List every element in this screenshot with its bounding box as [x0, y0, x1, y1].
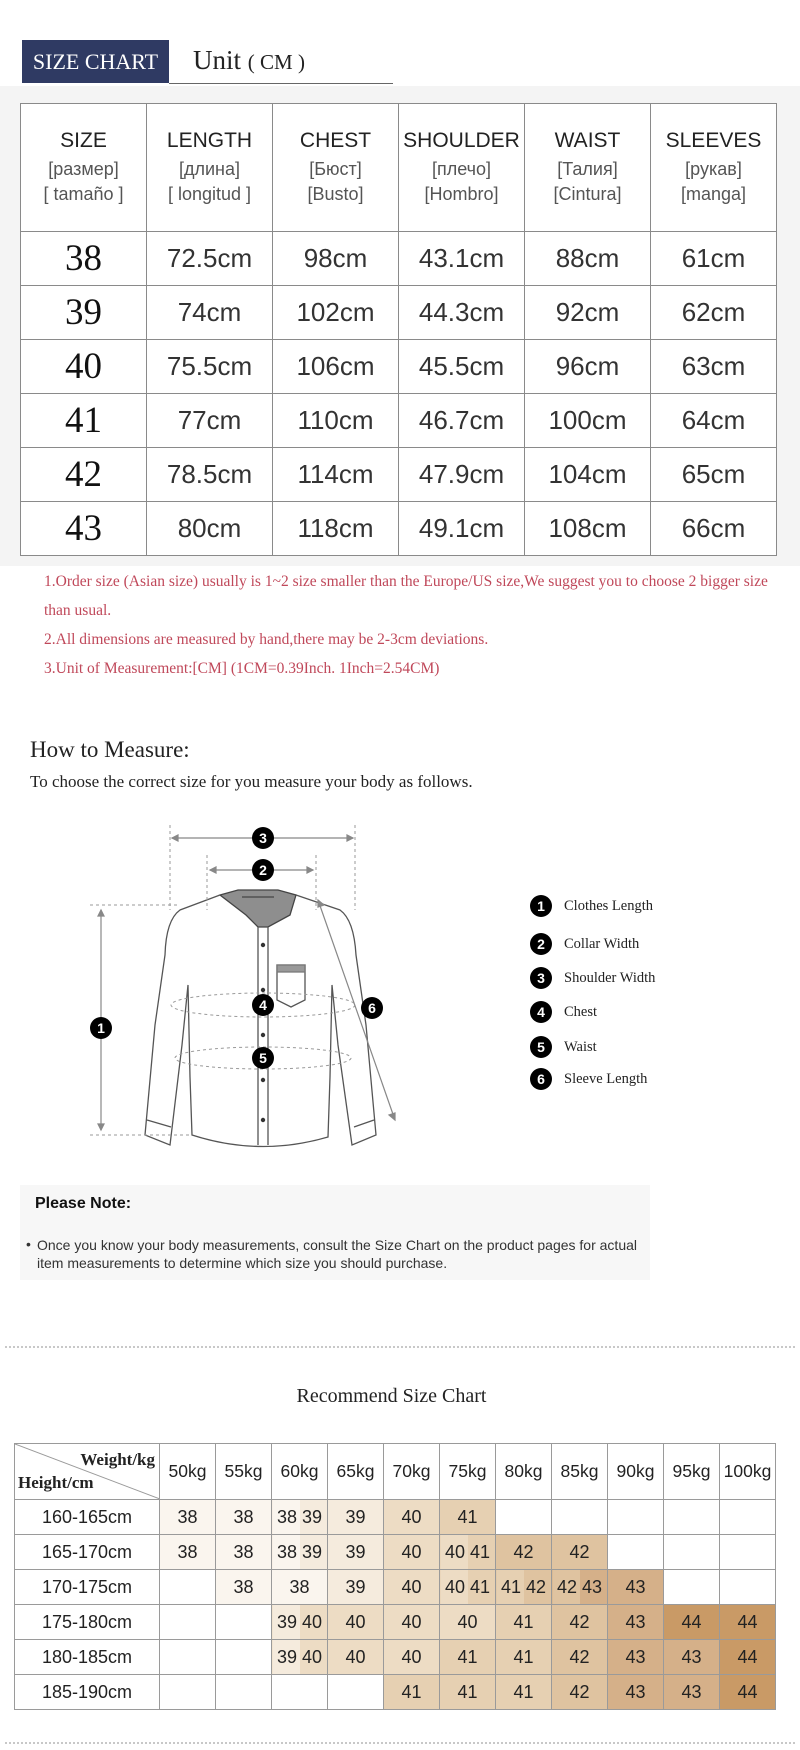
size-chart-badge: SIZE CHART	[22, 40, 169, 83]
recommend-cell: 41	[496, 1605, 552, 1640]
height-range: 175-180cm	[15, 1605, 160, 1640]
weight-header: 90kg	[608, 1444, 664, 1500]
unit-paren: ( CM )	[247, 50, 305, 74]
recommend-cell: 38	[216, 1500, 272, 1535]
legend-label: Sleeve Length	[564, 1070, 648, 1087]
divider-dotted	[5, 1346, 795, 1348]
recommend-cell: 40 41	[440, 1570, 496, 1605]
unit-label	[193, 40, 305, 82]
recommend-cell: 44	[720, 1675, 776, 1710]
header-underline	[169, 83, 393, 84]
weight-header: 95kg	[664, 1444, 720, 1500]
cell-size: 40	[21, 340, 147, 394]
recommend-cell: 43	[608, 1570, 664, 1605]
recommend-cell: 40	[328, 1640, 384, 1675]
cell-shoulder: 43.1cm	[399, 232, 525, 286]
recommend-cell: 43	[608, 1605, 664, 1640]
cell-chest: 118cm	[273, 502, 399, 556]
recommend-cell: 39 40	[272, 1640, 328, 1675]
size-row	[21, 340, 777, 394]
recommend-cell: 43	[664, 1640, 720, 1675]
recommend-cell: 43	[664, 1675, 720, 1710]
please-note-text: Once you know your body measurements, consult the Size Chart on the product pages for actual item measurements to determine which size you should purchase.	[37, 1237, 637, 1271]
how-to-measure-title: How to Measure:	[30, 737, 190, 762]
weight-header: 70kg	[384, 1444, 440, 1500]
cell-size: 38	[21, 232, 147, 286]
recommend-row	[15, 1640, 776, 1675]
height-range: 185-190cm	[15, 1675, 160, 1710]
recommend-cell	[160, 1605, 216, 1640]
shirt-measure-diagram	[70, 815, 470, 1170]
recommend-cell: 39	[328, 1570, 384, 1605]
cell-waist: 108cm	[525, 502, 651, 556]
recommend-cell	[216, 1640, 272, 1675]
diagram-marker-1: 1	[97, 1020, 105, 1036]
cell-waist: 96cm	[525, 340, 651, 394]
legend-item-collar-width	[530, 933, 639, 957]
size-row	[21, 232, 777, 286]
weight-header: 75kg	[440, 1444, 496, 1500]
size-row	[21, 286, 777, 340]
cell-sleeves: 63cm	[651, 340, 777, 394]
recommend-cell: 42	[552, 1605, 608, 1640]
cell-sleeves: 64cm	[651, 394, 777, 448]
cell-shoulder: 46.7cm	[399, 394, 525, 448]
size-notes	[44, 567, 784, 683]
recommend-cell: 44	[720, 1640, 776, 1675]
recommend-cell: 43	[608, 1675, 664, 1710]
recommend-cell	[720, 1570, 776, 1605]
recommend-cell: 41	[496, 1675, 552, 1710]
diagram-marker-5: 5	[259, 1050, 267, 1066]
recommend-cell: 41	[440, 1640, 496, 1675]
size-row	[21, 502, 777, 556]
cell-length: 72.5cm	[147, 232, 273, 286]
cell-waist: 104cm	[525, 448, 651, 502]
recommend-cell: 42	[552, 1535, 608, 1570]
cell-waist: 92cm	[525, 286, 651, 340]
height-range: 180-185cm	[15, 1640, 160, 1675]
recommend-cell	[608, 1500, 664, 1535]
recommend-size-table	[14, 1443, 776, 1710]
legend-label: Collar Width	[564, 935, 640, 952]
recommend-cell: 40 41	[440, 1535, 496, 1570]
height-range: 165-170cm	[15, 1535, 160, 1570]
recommend-cell: 38 39	[272, 1535, 328, 1570]
cell-chest: 110cm	[273, 394, 399, 448]
recommend-cell	[160, 1640, 216, 1675]
cell-length: 80cm	[147, 502, 273, 556]
cell-sleeves: 65cm	[651, 448, 777, 502]
height-range: 160-165cm	[15, 1500, 160, 1535]
recommend-cell: 42	[552, 1675, 608, 1710]
recommend-cell: 42	[552, 1640, 608, 1675]
diagram-marker-2: 2	[259, 862, 267, 878]
weight-header: 60kg	[272, 1444, 328, 1500]
note-1: 1.Order size (Asian size) usually is 1~2 size smaller than the Europe/US size,We suggest you to choose 2 bigger size than usual.	[44, 573, 768, 619]
cell-shoulder: 47.9cm	[399, 448, 525, 502]
legend-item-shoulder-width	[530, 967, 655, 991]
cell-chest: 106cm	[273, 340, 399, 394]
cell-sleeves: 66cm	[651, 502, 777, 556]
recommend-row	[15, 1500, 776, 1535]
weight-header: 80kg	[496, 1444, 552, 1500]
height-range: 170-175cm	[15, 1570, 160, 1605]
recommend-cell: 42 43	[552, 1570, 608, 1605]
recommend-cell: 42	[496, 1535, 552, 1570]
recommend-title: Recommend Size Chart	[296, 1385, 487, 1407]
cell-chest: 98cm	[273, 232, 399, 286]
header-sleeves: SLEEVES [рукав] [manga]	[651, 104, 777, 232]
cell-length: 75.5cm	[147, 340, 273, 394]
cell-length: 74cm	[147, 286, 273, 340]
cell-size: 41	[21, 394, 147, 448]
recommend-cell: 44	[664, 1605, 720, 1640]
legend-label: Waist	[564, 1038, 597, 1055]
cell-chest: 102cm	[273, 286, 399, 340]
recommend-cell: 43	[608, 1640, 664, 1675]
legend-label: Chest	[564, 1003, 598, 1020]
recommend-cell	[496, 1500, 552, 1535]
recommend-row	[15, 1605, 776, 1640]
weight-header: 65kg	[328, 1444, 384, 1500]
recommend-cell	[552, 1500, 608, 1535]
size-table-body	[21, 232, 777, 556]
legend-label: Clothes Length	[564, 897, 654, 914]
diagram-marker-3: 3	[259, 830, 267, 846]
cell-waist: 88cm	[525, 232, 651, 286]
weight-header: 85kg	[552, 1444, 608, 1500]
recommend-cell	[664, 1535, 720, 1570]
header-size: SIZE [размер] [ tamaño ]	[21, 104, 147, 232]
recommend-cell: 39 40	[272, 1605, 328, 1640]
cell-chest: 114cm	[273, 448, 399, 502]
recommend-cell	[328, 1675, 384, 1710]
legend-number-2: 2	[530, 933, 552, 955]
legend-label: Shoulder Width	[564, 969, 656, 986]
please-note-title: Please Note:	[35, 1195, 132, 1212]
legend-number-1: 1	[530, 895, 552, 917]
size-row	[21, 448, 777, 502]
recommend-cell	[160, 1570, 216, 1605]
table-corner	[15, 1444, 160, 1500]
recommend-cell: 40	[440, 1605, 496, 1640]
legend-number-5: 5	[530, 1036, 552, 1058]
header-waist: WAIST [Талия] [Cintura]	[525, 104, 651, 232]
size-table-header-row	[21, 104, 777, 232]
how-to-measure-subtitle: To choose the correct size for you measure your body as follows.	[30, 772, 473, 791]
recommend-header-row	[15, 1444, 776, 1500]
header-length: LENGTH [длина] [ longitud ]	[147, 104, 273, 232]
recommend-cell: 40	[384, 1535, 440, 1570]
divider-dotted-bottom	[5, 1742, 795, 1744]
height-axis-label: Height/cm	[18, 1473, 94, 1492]
cell-waist: 100cm	[525, 394, 651, 448]
recommend-cell: 39	[328, 1535, 384, 1570]
recommend-cell: 38	[160, 1535, 216, 1570]
recommend-cell: 40	[328, 1605, 384, 1640]
recommend-cell: 40	[384, 1605, 440, 1640]
recommend-cell	[216, 1605, 272, 1640]
cell-size: 42	[21, 448, 147, 502]
please-note-bullet: •	[26, 1236, 31, 1252]
cell-shoulder: 44.3cm	[399, 286, 525, 340]
cell-sleeves: 62cm	[651, 286, 777, 340]
legend-item-sleeve-length	[530, 1068, 647, 1092]
diagram-marker-6: 6	[368, 1000, 376, 1016]
recommend-cell	[664, 1570, 720, 1605]
recommend-row	[15, 1570, 776, 1605]
weight-header: 50kg	[160, 1444, 216, 1500]
cell-length: 77cm	[147, 394, 273, 448]
recommend-table-body	[15, 1500, 776, 1710]
unit-text: Unit	[193, 45, 242, 75]
diagram-marker-4: 4	[259, 997, 267, 1013]
legend-number-4: 4	[530, 1001, 552, 1023]
cell-size: 43	[21, 502, 147, 556]
recommend-cell	[216, 1675, 272, 1710]
recommend-cell: 38	[160, 1500, 216, 1535]
size-row	[21, 394, 777, 448]
recommend-cell: 38	[272, 1570, 328, 1605]
weight-header: 100kg	[720, 1444, 776, 1500]
recommend-cell	[664, 1500, 720, 1535]
recommend-row	[15, 1535, 776, 1570]
recommend-cell: 41 42	[496, 1570, 552, 1605]
legend-item-waist	[530, 1036, 597, 1060]
cell-size: 39	[21, 286, 147, 340]
recommend-cell	[160, 1675, 216, 1710]
recommend-cell: 41	[496, 1640, 552, 1675]
recommend-cell: 38	[216, 1535, 272, 1570]
cell-shoulder: 49.1cm	[399, 502, 525, 556]
recommend-cell	[272, 1675, 328, 1710]
recommend-cell: 40	[384, 1500, 440, 1535]
recommend-cell: 41	[440, 1675, 496, 1710]
recommend-cell	[720, 1535, 776, 1570]
recommend-cell: 44	[720, 1605, 776, 1640]
recommend-cell: 38	[216, 1570, 272, 1605]
recommend-row	[15, 1675, 776, 1710]
cell-length: 78.5cm	[147, 448, 273, 502]
recommend-cell: 39	[328, 1500, 384, 1535]
recommend-cell	[720, 1500, 776, 1535]
legend-item-chest	[530, 1001, 597, 1025]
legend-number-6: 6	[530, 1068, 552, 1090]
weight-header: 55kg	[216, 1444, 272, 1500]
recommend-cell: 41	[440, 1500, 496, 1535]
recommend-cell: 38 39	[272, 1500, 328, 1535]
header-shoulder: SHOULDER [плечо] [Hombro]	[399, 104, 525, 232]
size-table	[20, 103, 777, 556]
legend-item-clothes-length	[530, 895, 653, 919]
weight-axis-label: Weight/kg	[80, 1450, 155, 1469]
legend-number-3: 3	[530, 967, 552, 989]
recommend-cell: 40	[384, 1640, 440, 1675]
recommend-cell: 41	[384, 1675, 440, 1710]
recommend-cell	[608, 1535, 664, 1570]
cell-sleeves: 61cm	[651, 232, 777, 286]
recommend-cell: 40	[384, 1570, 440, 1605]
header-chest: CHEST [Бюст] [Busto]	[273, 104, 399, 232]
cell-shoulder: 45.5cm	[399, 340, 525, 394]
note-3: 3.Unit of Measurement:[CM] (1CM=0.39Inch. 1Inch=2.54CM)	[44, 660, 440, 677]
note-2: 2.All dimensions are measured by hand,there may be 2-3cm deviations.	[44, 631, 489, 648]
